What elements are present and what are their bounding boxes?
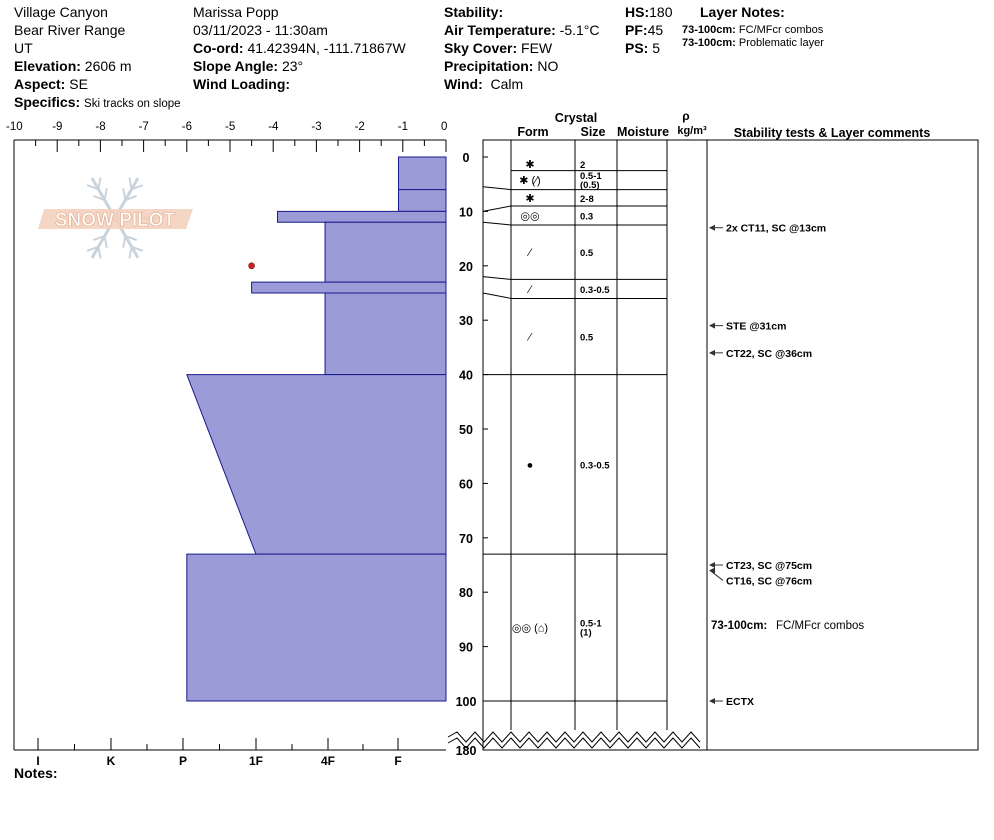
layer-connector [483, 222, 511, 225]
layer-notes-title: Layer Notes: [700, 4, 785, 20]
ps-value: 5 [652, 40, 661, 56]
logo-snowflake-branch [105, 236, 107, 248]
pf-label: PF: [625, 22, 648, 38]
precipitation-value: NO [537, 58, 559, 74]
grain-form-symbol: ◎◎ [520, 210, 540, 223]
layer-note-range: 73-100cm: [682, 37, 736, 49]
layer-note-range: 73-100cm: [682, 24, 736, 36]
temperature-tick-label: -1 [397, 121, 409, 133]
location-name: Village Canyon [14, 4, 108, 20]
precipitation-label: Precipitation: [444, 58, 534, 74]
logo-snowflake-branch [129, 178, 131, 190]
moisture-header: Moisture [616, 125, 670, 139]
elevation-label: Elevation: [14, 58, 81, 74]
coordinates-label: Co-ord: [193, 40, 244, 56]
layer-comment-text: FC/MFcr combos [776, 619, 865, 632]
observer-name: Marissa Popp [193, 4, 279, 20]
comment-arrowhead [709, 698, 715, 704]
comment-arrow-line [710, 570, 723, 580]
aspect-label: Aspect: [14, 76, 66, 92]
hs-value: 180 [649, 4, 673, 20]
hardness-layer [325, 222, 446, 282]
layer-note-text: Problematic layer [738, 37, 824, 49]
temperature-tick-label: -3 [311, 121, 322, 133]
sky-cover-label: Sky Cover: [444, 40, 518, 56]
grain-size-secondary: (1) [580, 627, 592, 639]
air-temperature-label: Air Temperature: [444, 22, 556, 38]
wind-label: Wind: [444, 76, 483, 92]
comments-header: Stability tests & Layer comments [733, 126, 931, 140]
depth-tick-label: 80 [459, 586, 473, 601]
hardness-tick-label: 1F [248, 754, 264, 768]
grain-size: 0.3-0.5 [580, 284, 610, 296]
temperature-point [249, 263, 255, 269]
temperature-tick-label: -7 [138, 121, 149, 133]
temperature-tick-label: -4 [268, 121, 279, 133]
specifics-label: Specifics: [14, 94, 81, 110]
depth-tick-label: 60 [459, 477, 473, 492]
state: UT [14, 40, 33, 56]
logo-snowflake-branch [105, 188, 107, 200]
mountain-range: Bear River Range [14, 22, 126, 38]
logo-snowflake-branch [123, 188, 125, 200]
air-temperature-value: -5.1°C [559, 22, 600, 38]
hardness-layer [278, 211, 446, 222]
depth-tick-label: 90 [459, 640, 473, 655]
wind-loading-label: Wind Loading: [193, 76, 291, 92]
depth-tick-label: 40 [459, 368, 473, 383]
grain-size: 2-8 [580, 193, 594, 205]
depth-tick-label: 50 [459, 423, 473, 437]
specifics-value: Ski tracks on slope [84, 98, 181, 110]
grain-size: 0.3-0.5 [580, 460, 610, 472]
grain-form-symbol: ✱ [525, 192, 535, 205]
wind-value: Calm [490, 76, 524, 92]
stability-test-comment: STE @31cm [726, 320, 787, 333]
temperature-tick-label: -9 [52, 121, 63, 133]
depth-tick-label: 0 [462, 151, 470, 165]
grain-form-symbol: ✱ [525, 158, 535, 171]
hardness-layer [187, 554, 446, 701]
depth-tick-label: 20 [459, 259, 473, 274]
grain-size: 0.5 [580, 248, 594, 260]
grain-form-symbol: ✱ (⁄) [519, 175, 541, 188]
crystal-header: Crystal [554, 111, 598, 125]
depth-tick-label: 10 [459, 205, 473, 220]
comment-arrowhead [709, 225, 715, 231]
logo-snowflake-branch [123, 236, 125, 248]
stability-test-comment: CT22, SC @36cm [726, 347, 813, 360]
grain-size: 0.5-1 [580, 618, 602, 630]
temperature-tick-label: -10 [6, 121, 23, 133]
ps-label: PS: [625, 40, 649, 56]
stability-test-comment: 2x CT11, SC @13cm [726, 222, 827, 235]
layer-connector [483, 293, 511, 298]
hardness-tick-label: 4F [320, 754, 336, 768]
grain-size: 0.3 [580, 211, 594, 223]
aspect-value: SE [69, 76, 88, 92]
logo-snowflake-branch [98, 178, 100, 190]
hardness-layer [398, 157, 446, 190]
comment-arrowhead [709, 350, 715, 356]
stability-test-comment: ECTX [726, 696, 755, 708]
temperature-tick-label: -8 [95, 121, 106, 133]
grain-size: 0.5-1 [580, 171, 602, 183]
grain-form-symbol: ⁄ [529, 331, 531, 344]
depth-tick-label: 30 [459, 314, 473, 329]
form-header: Form [517, 125, 549, 139]
rho-header: ρ [682, 109, 690, 123]
layer-connector [483, 206, 511, 211]
coordinates-value: 41.42394N, -111.71867W [247, 40, 406, 56]
logo-text: SNOW PILOT [54, 210, 176, 231]
hardness-layer [252, 282, 446, 293]
hardness-layer [398, 190, 446, 212]
grain-form-symbol: ● [526, 459, 534, 472]
scale-break-line [448, 732, 700, 742]
grain-form-symbol: ◎◎ (⌂) [511, 622, 549, 635]
stability-test-comment: CT16, SC @76cm [726, 575, 813, 588]
depth-bottom-label: 180 [455, 744, 477, 758]
comment-arrowhead [709, 323, 715, 329]
hardness-tick-label: I [36, 754, 40, 768]
hardness-tick-label: K [106, 754, 116, 768]
grain-size: 0.5 [580, 332, 594, 344]
hardness-tick-label: F [394, 754, 402, 768]
elevation-value: 2606 m [84, 58, 132, 74]
observation-datetime: 03/11/2023 - 11:30am [193, 22, 328, 38]
grain-form-symbol: ⁄ [529, 247, 531, 260]
comment-arrowhead [709, 562, 715, 568]
size-header: Size [580, 125, 606, 139]
stability-label: Stability: [444, 4, 504, 20]
hs-label: HS: [625, 4, 650, 20]
layer-note-text: FC/MFcr combos [738, 24, 824, 36]
sky-cover-value: FEW [521, 40, 553, 56]
pf-value: 45 [647, 22, 664, 38]
slope-angle-value: 23° [281, 58, 304, 74]
layer-comment-range: 73-100cm: [711, 619, 768, 632]
temperature-tick-label: -5 [225, 121, 236, 133]
hardness-tick-label: P [178, 754, 188, 768]
slope-angle-label: Slope Angle: [193, 58, 279, 74]
density-header: kg/m³ [677, 125, 707, 137]
temperature-tick-label: -6 [181, 121, 193, 133]
depth-tick-label: 100 [455, 695, 477, 709]
logo-snowflake-branch [129, 247, 131, 259]
temperature-tick-label: 0 [441, 121, 448, 133]
grain-size-secondary: (0.5) [580, 180, 600, 192]
hardness-layer [187, 375, 446, 555]
grain-form-symbol: ⁄ [529, 283, 531, 296]
notes-label: Notes: [14, 765, 58, 781]
depth-tick-label: 70 [459, 531, 473, 546]
layer-connector [483, 187, 511, 190]
hardness-layer [325, 293, 446, 375]
logo-snowflake-branch [98, 247, 100, 259]
grain-size: 2 [580, 159, 586, 171]
temperature-tick-label: -2 [354, 121, 365, 133]
layer-connector [483, 277, 511, 280]
stability-test-comment: CT23, SC @75cm [726, 560, 813, 572]
